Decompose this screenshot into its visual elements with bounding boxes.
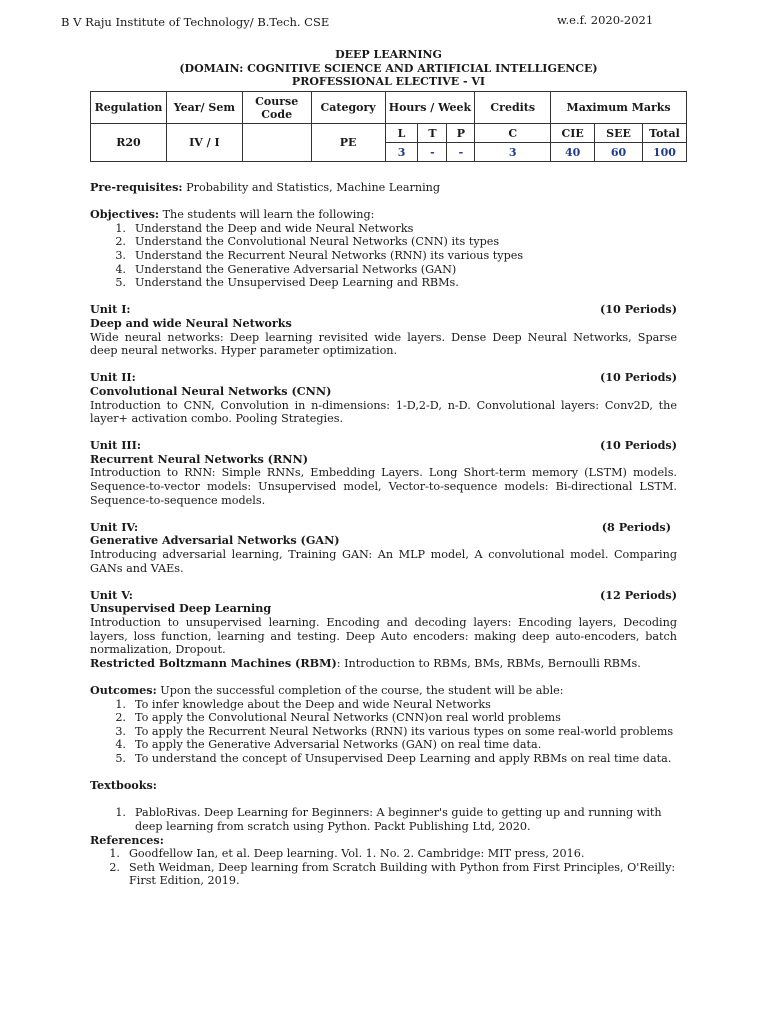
list-item bbox=[90, 711, 677, 725]
cell-l: 3 bbox=[385, 143, 418, 162]
unit-text: Introducing adversarial learning, Training GAN: An MLP model, A convolutional model. Comparing GANs and VAEs. bbox=[90, 548, 677, 575]
unit-label: Unit I: bbox=[90, 302, 131, 317]
list-number: 1. bbox=[115, 697, 126, 711]
cell-p: - bbox=[447, 143, 475, 162]
list-item bbox=[90, 222, 677, 236]
list-text: Seth Weidman, Deep learning from Scratch Building with Python from First Principles, O'Reilly: First Edition, 2019. bbox=[129, 860, 676, 888]
list-item bbox=[90, 861, 677, 888]
unit-1 bbox=[90, 303, 677, 357]
unit-title: Generative Adversarial Networks (GAN) bbox=[90, 533, 340, 548]
list-text: To apply the Convolutional Neural Networks (CNN)on real world problems bbox=[135, 711, 561, 725]
list-text: To apply the Generative Adversarial Networks (GAN) on real time data. bbox=[135, 738, 542, 752]
list-text: Understand the Unsupervised Deep Learning and RBMs. bbox=[135, 276, 459, 290]
cell-c: 3 bbox=[475, 143, 551, 162]
rbm-text: : Introduction to RBMs, BMs, RBMs, Bernoulli RBMs. bbox=[336, 656, 641, 670]
th-year-sem: Year/ Sem bbox=[166, 92, 242, 124]
list-number: 5. bbox=[115, 751, 126, 765]
unit-label: Unit II: bbox=[90, 370, 136, 385]
unit-text: Wide neural networks: Deep learning revisited wide layers. Dense Deep Neural Networks, Sparse deep neural networks. Hyper parameter optimization. bbox=[90, 330, 677, 358]
list-number: 4. bbox=[115, 262, 126, 276]
unit-text: Introduction to CNN, Convolution in n-dimensions: 1-D,2-D, n-D. Convolutional layers: Conv2D, the layer+ activation combo. Pooling Strategies. bbox=[90, 398, 677, 426]
list-text: Goodfellow Ian, et al. Deep learning. Vol. 1. No. 2. Cambridge: MIT press, 2016. bbox=[129, 847, 585, 861]
list-number: 3. bbox=[115, 248, 126, 262]
list-number: 5. bbox=[115, 276, 126, 290]
syllabus-content bbox=[90, 181, 677, 888]
th-c: C bbox=[475, 124, 551, 143]
objectives-intro: The students will learn the following: bbox=[162, 208, 375, 222]
unit-title: Convolutional Neural Networks (CNN) bbox=[90, 383, 332, 398]
th-see: SEE bbox=[595, 124, 643, 143]
unit-periods: (10 Periods) bbox=[599, 302, 677, 317]
list-item bbox=[90, 698, 677, 712]
unit-2 bbox=[90, 371, 677, 425]
list-text: To understand the concept of Unsupervised Deep Learning and apply RBMs on real time data. bbox=[135, 751, 672, 765]
list-item bbox=[90, 752, 677, 766]
cell-see: 60 bbox=[595, 143, 643, 162]
cell-total: 100 bbox=[642, 143, 686, 162]
rbm-line bbox=[90, 657, 677, 671]
unit-4 bbox=[90, 521, 677, 575]
list-text: Understand the Generative Adversarial Networks (GAN) bbox=[135, 262, 457, 276]
header-institute: B V Raju Institute of Technology/ B.Tech. CSE bbox=[61, 15, 330, 29]
cell-year-sem: IV / I bbox=[166, 124, 242, 162]
th-l: L bbox=[385, 124, 418, 143]
list-text: To infer knowledge about the Deep and wide Neural Networks bbox=[135, 697, 491, 711]
prerequisites-text: Probability and Statistics, Machine Learning bbox=[186, 181, 441, 194]
unit-periods: (10 Periods) bbox=[599, 370, 677, 385]
list-number: 1. bbox=[115, 806, 126, 820]
list-number: 2. bbox=[115, 711, 126, 725]
course-elective: PROFESSIONAL ELECTIVE - VI bbox=[291, 75, 486, 88]
unit-label: Unit IV: bbox=[90, 519, 139, 534]
outcomes-label: Outcomes: bbox=[90, 682, 157, 697]
objectives-heading bbox=[90, 208, 677, 222]
unit-3 bbox=[90, 439, 677, 507]
course-title: DEEP LEARNING bbox=[335, 48, 442, 61]
list-number: 2. bbox=[115, 235, 126, 249]
th-regulation: Regulation bbox=[91, 92, 167, 124]
unit-title: Deep and wide Neural Networks bbox=[90, 315, 292, 330]
cell-regulation: R20 bbox=[91, 124, 167, 162]
list-number: 4. bbox=[115, 738, 126, 752]
course-info-table bbox=[90, 91, 687, 162]
outcomes-heading bbox=[90, 684, 677, 698]
list-number: 3. bbox=[115, 724, 126, 738]
th-total: Total bbox=[642, 124, 686, 143]
list-item bbox=[90, 806, 677, 833]
cell-t: - bbox=[418, 143, 447, 162]
unit-text: Introduction to unsupervised learning. Encoding and decoding layers: Encoding layers, Decoding layers, loss function, learning and testing. Deep Auto encoders: making deep auto-encoders, batch normalization, Dropout. bbox=[90, 616, 677, 657]
unit-title: Recurrent Neural Networks (RNN) bbox=[90, 451, 309, 466]
list-item bbox=[90, 276, 677, 290]
course-title-block bbox=[90, 48, 687, 89]
list-number: 1. bbox=[109, 847, 120, 861]
list-text: Understand the Recurrent Neural Networks (RNN) its various types bbox=[135, 248, 524, 262]
list-text: Understand the Deep and wide Neural Networks bbox=[135, 221, 414, 235]
th-course-code: Course Code bbox=[242, 92, 311, 124]
course-domain: (DOMAIN: COGNITIVE SCIENCE AND ARTIFICIAL INTELLIGENCE) bbox=[179, 61, 598, 75]
list-text: Understand the Convolutional Neural Networks (CNN) its types bbox=[135, 235, 500, 249]
list-item bbox=[90, 235, 677, 249]
unit-periods: (8 Periods) bbox=[601, 519, 671, 534]
cell-category: PE bbox=[311, 124, 385, 162]
unit-periods: (12 Periods) bbox=[599, 587, 677, 602]
textbooks-list bbox=[90, 806, 677, 833]
list-text: To apply the Recurrent Neural Networks (RNN) its various types on some real-world problems bbox=[135, 724, 674, 738]
th-credits: Credits bbox=[475, 92, 551, 124]
unit-title: Unsupervised Deep Learning bbox=[90, 601, 272, 616]
objectives-list bbox=[90, 222, 677, 290]
list-item bbox=[90, 263, 677, 277]
unit-label: Unit III: bbox=[90, 438, 142, 453]
th-hours-week: Hours / Week bbox=[385, 92, 475, 124]
list-number: 2. bbox=[109, 860, 120, 874]
header-effective-date: w.e.f. 2020-2021 bbox=[557, 13, 654, 27]
references-list bbox=[90, 847, 677, 888]
prerequisites-label: Pre-requisites: bbox=[90, 180, 183, 194]
th-max-marks: Maximum Marks bbox=[551, 92, 687, 124]
outcomes-intro: Upon the successful completion of the course, the student will be able: bbox=[160, 683, 564, 697]
list-number: 1. bbox=[115, 221, 126, 235]
unit-5 bbox=[90, 589, 677, 671]
list-item bbox=[90, 847, 677, 861]
th-t: T bbox=[418, 124, 447, 143]
objectives-label: Objectives: bbox=[90, 207, 160, 222]
list-item bbox=[90, 249, 677, 263]
unit-label: Unit V: bbox=[90, 587, 133, 602]
th-category: Category bbox=[311, 92, 385, 124]
references-label: References: bbox=[90, 832, 164, 847]
outcomes-list bbox=[90, 698, 677, 766]
prerequisites bbox=[90, 181, 677, 195]
list-text: PabloRivas. Deep Learning for Beginners: A beginner's guide to getting up and running with deep learning from scratch using Python. Packt Publishing Ltd, 2020. bbox=[135, 806, 662, 833]
list-item bbox=[90, 738, 677, 752]
textbooks-label: Textbooks: bbox=[90, 778, 157, 793]
cell-cie: 40 bbox=[551, 143, 595, 162]
unit-periods: (10 Periods) bbox=[599, 438, 677, 453]
th-p: P bbox=[447, 124, 475, 143]
rbm-label: Restricted Boltzmann Machines (RBM) bbox=[90, 655, 337, 670]
list-item bbox=[90, 725, 677, 739]
unit-text: Introduction to RNN: Simple RNNs, Embedding Layers. Long Short-term memory (LSTM) models. Sequence-to-vector models: Unsupervised model, Vector-to-sequence models: Bi-directional LSTM. Sequence-to-sequence models. bbox=[90, 466, 677, 507]
cell-course-code bbox=[242, 124, 311, 162]
th-cie: CIE bbox=[551, 124, 595, 143]
